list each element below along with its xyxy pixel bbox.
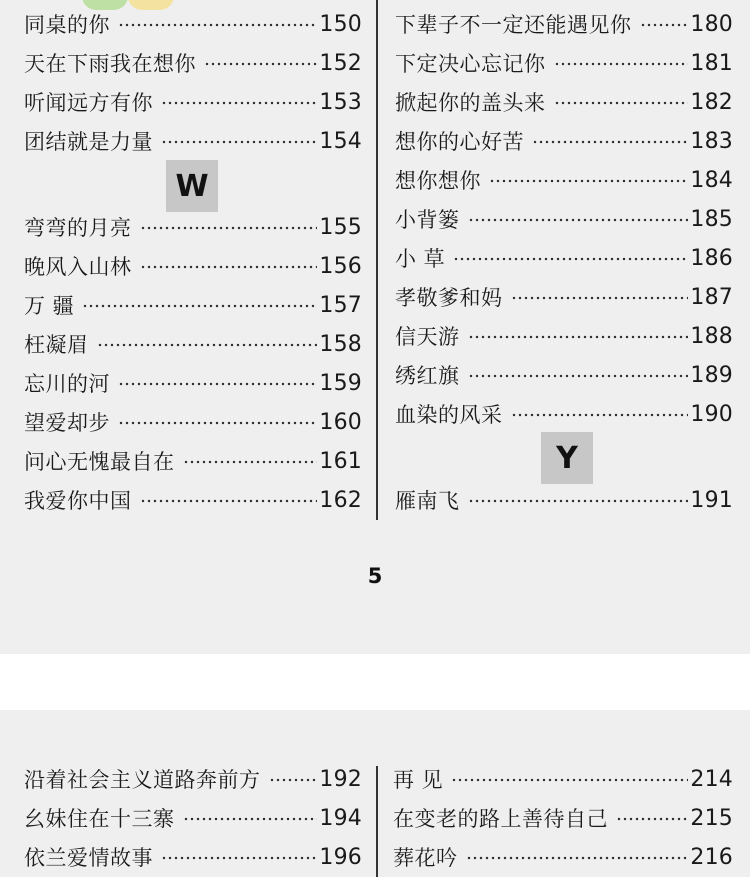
toc-entry	[24, 328, 362, 362]
toc-entry-page: 192	[319, 767, 362, 792]
toc-entry-page: 152	[319, 51, 362, 76]
toc-entry	[24, 406, 362, 440]
toc-right-column	[393, 710, 733, 877]
dot-leader	[451, 778, 688, 782]
toc-entry	[395, 242, 733, 276]
toc-entry-title: 弯弯的月亮	[24, 216, 132, 240]
toc-entry	[395, 320, 733, 354]
toc-entry-page: 188	[690, 324, 733, 349]
toc-entry	[395, 281, 733, 315]
dot-leader	[554, 101, 689, 105]
toc-entry-page: 214	[690, 767, 733, 792]
dot-leader	[468, 374, 689, 378]
toc-entry	[395, 47, 733, 81]
toc-page-lower	[0, 710, 750, 877]
toc-entry-page: 215	[690, 806, 733, 831]
toc-entry	[24, 289, 362, 323]
toc-entry	[395, 125, 733, 159]
dot-leader	[554, 62, 689, 66]
toc-entry-title: 听闻远方有你	[24, 91, 153, 115]
toc-entry-title: 忘川的河	[24, 372, 110, 396]
toc-entry-page: 190	[690, 402, 733, 427]
toc-entry-page: 184	[690, 168, 733, 193]
dot-leader	[204, 62, 317, 66]
toc-entry-page: 162	[319, 488, 362, 513]
toc-entry	[395, 86, 733, 120]
toc-entry-page: 181	[690, 51, 733, 76]
toc-entry-title: 再 见	[393, 768, 444, 792]
toc-entry-page: 191	[690, 488, 733, 513]
toc-entry	[395, 8, 733, 42]
dot-leader	[616, 817, 688, 821]
dot-leader	[140, 265, 318, 269]
toc-entry-page: 150	[319, 12, 362, 37]
toc-entry-page: 182	[690, 90, 733, 115]
toc-entry	[395, 164, 733, 198]
dot-leader	[183, 817, 318, 821]
toc-entry-title: 葬花吟	[393, 846, 458, 870]
toc-entry-page: 157	[319, 293, 362, 318]
toc-entry-title: 想你的心好苦	[395, 130, 524, 154]
toc-entry-title: 幺妹住在十三寨	[24, 807, 175, 831]
toc-entry-page: 158	[319, 332, 362, 357]
toc-entry	[24, 211, 362, 245]
dot-leader	[466, 856, 689, 860]
section-letter-y: Y	[541, 432, 593, 484]
toc-entry-title: 我爱你中国	[24, 489, 132, 513]
toc-entry-title: 下定决心忘记你	[395, 52, 546, 76]
toc-entry	[395, 203, 733, 237]
toc-entry-page: 154	[319, 129, 362, 154]
dot-leader	[118, 382, 317, 386]
toc-entry	[24, 367, 362, 401]
toc-entry	[393, 763, 733, 797]
dot-leader	[489, 179, 688, 183]
dot-leader	[511, 296, 689, 300]
toc-entry-page: 196	[319, 845, 362, 870]
toc-entry-page: 159	[319, 371, 362, 396]
toc-entry	[24, 250, 362, 284]
toc-entry-page: 189	[690, 363, 733, 388]
toc-entry-title: 天在下雨我在想你	[24, 52, 196, 76]
toc-entry-title: 信天游	[395, 325, 460, 349]
toc-entry	[395, 398, 733, 432]
toc-entry	[395, 484, 733, 518]
toc-entry-page: 183	[690, 129, 733, 154]
dot-leader	[640, 23, 689, 27]
dot-leader	[468, 218, 689, 222]
toc-entry-page: 153	[319, 90, 362, 115]
dot-leader	[453, 257, 688, 261]
toc-entry-title: 依兰爱情故事	[24, 846, 153, 870]
toc-entry-page: 160	[319, 410, 362, 435]
dot-leader	[511, 413, 689, 417]
dot-leader	[468, 335, 689, 339]
toc-entry-title: 同桌的你	[24, 13, 110, 37]
column-divider	[376, 0, 378, 520]
toc-entry-page: 187	[690, 285, 733, 310]
toc-entry-title: 枉凝眉	[24, 333, 89, 357]
toc-entry-title: 下辈子不一定还能遇见你	[395, 13, 632, 37]
toc-entry	[24, 763, 362, 797]
toc-entry-title: 血染的风采	[395, 403, 503, 427]
toc-entry	[24, 47, 362, 81]
toc-entry-title: 绣红旗	[395, 364, 460, 388]
page-number: 5	[367, 564, 383, 588]
toc-entry-title: 小 草	[395, 247, 446, 271]
toc-entry-title: 团结就是力量	[24, 130, 153, 154]
toc-entry	[24, 86, 362, 120]
toc-entry	[24, 802, 362, 836]
toc-entry-page: 155	[319, 215, 362, 240]
toc-entry-page: 156	[319, 254, 362, 279]
toc-entry-title: 望爱却步	[24, 411, 110, 435]
toc-entry-title: 晚风入山林	[24, 255, 132, 279]
toc-entry-title: 小背篓	[395, 208, 460, 232]
toc-entry-title: 掀起你的盖头来	[395, 91, 546, 115]
toc-entry	[24, 484, 362, 518]
toc-entry-page: 186	[690, 246, 733, 271]
toc-entry-title: 在变老的路上善待自己	[393, 807, 608, 831]
toc-left-column	[24, 710, 362, 877]
dot-leader	[468, 499, 689, 503]
toc-entry-title: 万 疆	[24, 294, 75, 318]
toc-entry-page: 194	[319, 806, 362, 831]
toc-entry-page: 161	[319, 449, 362, 474]
toc-entry	[24, 8, 362, 42]
toc-entry	[24, 841, 362, 875]
dot-leader	[161, 140, 317, 144]
toc-entry	[393, 802, 733, 836]
toc-entry	[395, 359, 733, 393]
toc-entry-title: 问心无愧最自在	[24, 450, 175, 474]
toc-left-column	[24, 0, 362, 520]
toc-entry-page: 216	[690, 845, 733, 870]
column-divider	[376, 766, 378, 877]
toc-entry	[24, 445, 362, 479]
dot-leader	[269, 778, 318, 782]
dot-leader	[532, 140, 688, 144]
dot-leader	[161, 856, 317, 860]
toc-entry-page: 180	[690, 12, 733, 37]
dot-leader	[161, 101, 317, 105]
toc-entry-page: 185	[690, 207, 733, 232]
toc-entry-title: 沿着社会主义道路奔前方	[24, 768, 261, 792]
toc-entry-title: 想你想你	[395, 169, 481, 193]
section-letter-w: W	[166, 160, 218, 212]
dot-leader	[118, 23, 317, 27]
dot-leader	[97, 343, 318, 347]
dot-leader	[118, 421, 317, 425]
toc-entry	[393, 841, 733, 875]
dot-leader	[140, 499, 318, 503]
dot-leader	[140, 226, 318, 230]
toc-entry	[24, 125, 362, 159]
dot-leader	[183, 460, 318, 464]
toc-entry-title: 孝敬爹和妈	[395, 286, 503, 310]
dot-leader	[82, 304, 317, 308]
toc-entry-title: 雁南飞	[395, 489, 460, 513]
